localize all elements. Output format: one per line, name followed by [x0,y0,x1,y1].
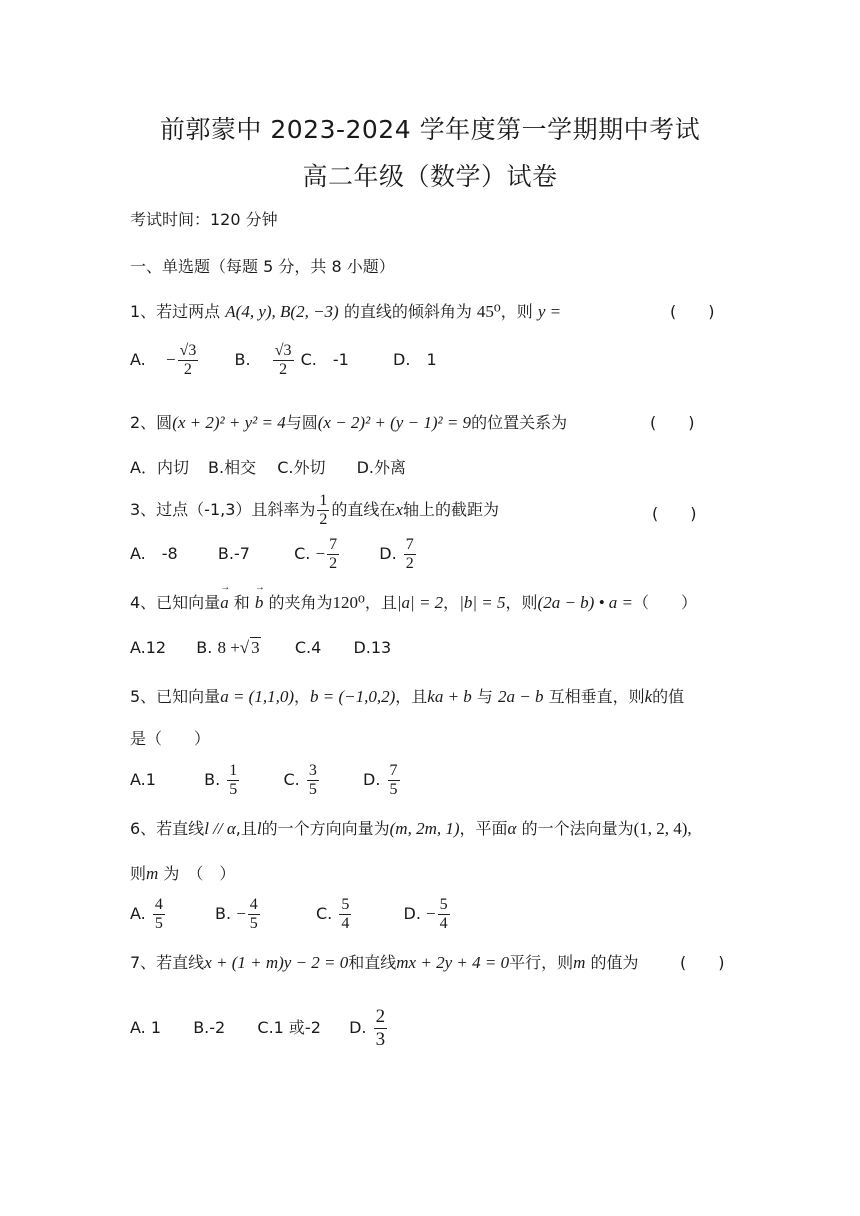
q7-option-a: A. 1 [130,1018,162,1037]
q4-cond-a: |a| = 2 [396,593,444,612]
q4-option-a: A.12 [130,638,167,657]
q4-answer-paren: （ ） [633,593,698,612]
q4-option-b-label: B. [196,638,213,657]
section-heading: 一、单选题（每题 5 分，共 8 小题） [130,257,395,276]
q6-t3: ，平面 [459,819,508,838]
q5-option-c-label: C. [283,770,300,789]
q3-option-d-den: 2 [405,555,414,572]
q5-option-c-fraction [307,762,319,799]
q3-slope-num: 1 [319,492,328,509]
q6-option-d-fraction [438,896,450,933]
q4-mid: 的夹角为 [268,593,333,612]
q6-option-c-num: 5 [341,896,350,913]
q6-normal: (1, 2, 4), [633,819,692,838]
q1-angle: 45⁰ [476,302,501,321]
q5-option-c-num: 3 [308,762,317,779]
q3-option-c-num: 7 [329,536,338,553]
q6-t2: 的一个方向向量为 [261,819,390,838]
q3-option-d-fraction [404,536,416,573]
q5-option-b-den: 5 [229,781,238,798]
question-1 [130,299,561,322]
q4-angle: 120⁰ [332,593,365,612]
q3-slope-den: 2 [319,511,328,528]
q6-t4: 的一个法向量为 [521,819,634,838]
q7-option-d-label: D. [349,1018,367,1037]
q3-tail: 轴上的截距为 [402,500,499,519]
q6-line-2 [130,861,235,884]
q2-option-b: B.相交 [208,458,257,477]
q1-tail: ，则 [500,302,533,321]
q7-option-d-fraction [374,1006,388,1051]
q1-option-b-label: B. [234,350,251,369]
q5-expr-1: ka + b [427,687,472,706]
q3-option-c-fraction [327,536,339,573]
q6-line2-pre: 则 [130,864,147,883]
q3-option-c-label: C. [294,544,311,563]
q6-option-c-fraction [339,896,351,933]
q1-prefix: 1、若过两点 [130,302,221,321]
q6-option-a-num: 4 [154,896,163,913]
q5-option-b-label: B. [204,770,221,789]
q2-options [130,455,436,478]
q4-option-d: D.13 [353,638,392,657]
q5-option-c-den: 5 [308,781,317,798]
q7-options [130,1006,389,1051]
q5-t3: 与 [476,687,493,706]
q6-option-d-sign: − [426,904,436,923]
q2-tail: 的位置关系为 [471,413,568,432]
q6-alpha: α [507,819,517,838]
q3-var: x [395,500,403,519]
q7-answer-paren: ( ) [680,953,725,972]
q3-prefix: 3、过点（-1,3）且斜率为 [130,500,316,519]
q5-vector-a: a = (1,1,0) [220,687,294,706]
q4-t2: ， [443,593,460,612]
q5-option-d-num: 7 [389,762,398,779]
q5-t1: ， [293,687,310,706]
q6-line2-tail: 为 （ ） [163,864,236,883]
q7-line-1: x + (1 + m)y − 2 = 0 [204,953,349,972]
q1-option-a-num: √3 [179,342,197,359]
q5-prefix: 5、已知向量 [130,687,221,706]
q3-option-c-den: 2 [329,555,338,572]
q2-option-a: A．内切 [130,458,189,477]
q4-prefix: 4、已知向量 [130,593,221,612]
q7-option-d-num: 2 [375,1006,386,1027]
q3-answer-paren: ( ) [652,504,697,523]
q6-option-d-num: 5 [439,896,448,913]
q2-answer-paren: ( ) [650,413,695,432]
q2-option-c: C.外切 [277,458,326,477]
q6-direction: (m, 2m, 1) [389,819,460,838]
q4-cond-b: |b| = 5 [459,593,506,612]
q1-option-a-label: A. [130,350,146,369]
q6-option-b-label: B. [215,904,232,923]
q6-l: l [256,819,262,838]
q7-m: m [573,953,586,972]
q6-m: m [146,864,159,883]
q1-option-b-fraction [273,342,294,379]
exam-time: 考试时间：120 分钟 [130,210,278,229]
q5-t5: 的值 [652,687,685,706]
q1-mid: 的直线的倾斜角为 [343,302,472,321]
q5-option-a: A.1 [130,770,156,789]
q4-expression: (2a − b) • a = [537,593,633,612]
question-4 [130,590,697,613]
question-2 [130,410,567,433]
q3-mid: 的直线在 [331,500,396,519]
q1-option-a-sign: − [165,350,176,369]
q4-option-c: C.4 [294,638,322,657]
q5-option-b-num: 1 [229,762,238,779]
q6-relation: l // α [204,819,236,838]
q5-options [130,762,402,799]
q2-mid: 与圆 [285,413,318,432]
q5-expr-2: 2a − b [498,687,544,706]
q5-vector-b: b = (−1,0,2) [310,687,396,706]
q3-option-a: A. -8 [130,544,178,563]
question-6 [130,816,692,839]
q6-option-a-label: A. [130,904,146,923]
q3-options [130,536,418,573]
q1-option-a-den: 2 [183,361,192,378]
q2-circle-1: (x + 2)² + y² = 4 [172,413,286,432]
q5-t4: 互相垂直，则 [548,687,645,706]
q4-t1: ，且 [364,593,397,612]
q6-option-b-fraction [248,896,260,933]
q5-option-b-fraction [227,762,239,799]
q6-option-c-label: C. [315,904,333,923]
q6-option-a-den: 5 [154,915,163,932]
q1-points: A(4, y), B(2, −3) [225,302,339,321]
q1-answer-paren: ( ) [670,302,715,321]
q5-k: k [644,687,653,706]
q5-option-d-den: 5 [389,781,398,798]
q4-t3: ，则 [505,593,538,612]
q6-option-d-den: 4 [439,915,448,932]
q7-option-d-den: 3 [375,1029,386,1050]
question-7 [130,950,638,973]
q5-option-d-fraction [388,762,400,799]
q4-option-b-radicand: 3 [251,638,260,657]
q5-t2: ，且 [395,687,428,706]
q6-option-c-den: 4 [341,915,350,932]
q3-option-d-label: D. [379,544,397,563]
q1-option-c: C. -1 [300,350,349,369]
q4-and: 和 [233,593,250,612]
q6-options [130,896,452,933]
q3-option-b: B.-7 [217,544,250,563]
q7-t1: 平行，则 [509,953,574,972]
q6-t1: ,且 [235,819,257,838]
q5-option-d-label: D. [363,770,381,789]
q4-vector-a: → a [220,593,229,613]
q7-mid: 和直线 [348,953,397,972]
q2-prefix: 2、圆 [130,413,173,432]
q3-option-c-sign: − [315,544,326,563]
q5-line-2: 是（ ） [130,729,211,748]
q3-option-d-num: 7 [405,536,414,553]
q1-option-b-num: √3 [274,342,292,359]
q6-option-b-num: 4 [249,896,258,913]
q7-option-b: B.-2 [193,1018,226,1037]
q4-vector-b: → b [255,593,264,613]
q7-line-2: mx + 2y + 4 = 0 [396,953,510,972]
q6-option-b-sign: − [236,904,246,923]
q6-option-a-fraction [153,896,165,933]
q1-options [130,342,437,379]
q6-option-b-den: 5 [249,915,258,932]
q4-options: A.12 B. 8 +√ 3 C.4 D.13 [130,638,392,657]
q1-var: y = [537,302,562,321]
q1-option-d: D. 1 [393,350,437,369]
q7-option-c: C.1 或-2 [257,1018,321,1037]
q6-prefix: 6、若直线 [130,819,205,838]
exam-title: 前郭蒙中 2023-2024 学年度第一学期期中考试 [159,115,701,144]
q2-option-d: D.外离 [356,458,406,477]
q6-option-d-label: D. [403,904,421,923]
q3-slope [317,492,329,529]
q2-circle-2: (x − 2)² + (y − 1)² = 9 [317,413,472,432]
question-3 [130,492,499,529]
exam-subtitle: 高二年级（数学）试卷 [302,162,558,191]
q1-option-b-den: 2 [279,361,288,378]
q4-option-b-pre: 8 + [217,638,240,657]
q7-tail: 的值为 [590,953,639,972]
q7-prefix: 7、若直线 [130,953,205,972]
question-5 [130,684,684,707]
q1-option-a-fraction [178,342,199,379]
